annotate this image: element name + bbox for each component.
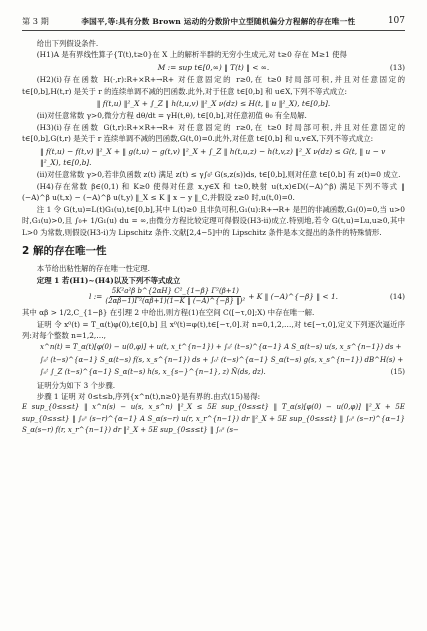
equation-15-number: (15): [390, 368, 405, 377]
theorem-1: 定理 1 若(H1)~(H4)以及下列不等式成立: [36, 275, 181, 285]
assumption-h4: (H4)存在常数 β∈(0,1) 和 K≥0 使得对任意 x,y∈X 和 t≥0,映射 u(t,x)∈D((−A)^β) 满足下列不等式 ‖ (−A)^β u(t,x) − (−A)^β u(t,y) ‖_X ≤ K ‖ x − y ‖_C,并假设 z≥0 时,u(t,0)=0.: [22, 181, 405, 203]
equation-14-left: l :=: [88, 291, 103, 301]
running-title: 李国平,等:具有分数 Brown 运动的分数阶中立型随机偏分方程解的存在唯一性: [81, 16, 356, 26]
equation-14-right: + K ‖ (−A)^{−β} ‖ < 1.: [248, 291, 338, 301]
equation-h2-body: ‖ f(t,u) ‖²_X + ∫_Z ‖ h(t,u,v) ‖²_X ν(dz) ≤ H(t, ‖ u ‖²_X), t∈[0,b].: [96, 99, 331, 109]
equation-13: [22, 62, 405, 73]
equation-15-line-1: [22, 342, 405, 353]
equation-14-number: (14): [389, 291, 405, 301]
running-header: [22, 14, 405, 28]
equation-14: [22, 287, 405, 306]
equation-14-numerator: 5K²a²β b^{2αH} C²_{1−β} Γ²(β+1): [111, 287, 239, 296]
section-intro: 本节给出粘性解的存在唯一性定理.: [36, 264, 151, 274]
issue-label: 第 3 期: [22, 15, 49, 26]
equation-15-line-1-text: x^n(t) = T_α(t)[φ(0) − u(0,φ)] + u(t, x_t^{n−1}) + ∫₀ᵗ (t−s)^{α−1} A S_α(t−s) u(s, x_s^{n−1}) ds +: [40, 343, 402, 352]
equation-h2: [22, 98, 405, 109]
equation-h3: [22, 146, 405, 169]
intro-text: 给出下列假设条件.: [36, 39, 99, 48]
equation-15-line-3-text: ∫₀ᵗ ∫_Z (t−s)^{α−1} S_α(t−s) h(s, x_{s−}^{n−1}, z) Ñ(ds, dz).: [40, 368, 266, 377]
page-number: 107: [387, 16, 405, 26]
equation-15-line-3: [22, 367, 405, 378]
step-1: 步骤 1 证明 对 0≤t≤b,序列{x^n(t),n≥0}是有界的.由式(15)易得:: [36, 391, 261, 401]
step-1-equation: E sup_{0≤s≤t} ‖ x^n(s) − u(s, x_s^n) ‖²_X ≤ 5E sup_{0≤s≤t} ‖ T_α(s)[φ(0) − u(0,φ)] ‖²_X + 5E sup_{0≤s≤t} ‖ ∫₀ˢ (s−r)^{α−1} A S_α(s−r) u(r, x_r^{n−1}) dr ‖²_X + 5E sup_{0≤s≤t} ‖ ∫₀ˢ (s−r)^{α−1} S_α(s−r) f(r, x_r^{n−1}) dr ‖²_X + 5E sup_{0≤s≤t} ‖ ∫₀ˢ (s−: [22, 403, 405, 435]
section-heading: 2 解的存在唯一性: [22, 244, 107, 257]
assumption-h1: (H1)A 是有界线性算子{T(t),t≥0}在 X 上的解析半群的无穷小生成元,对 t≥0 存在 M≥1 使得: [36, 50, 347, 60]
theorem-tail: 其中 αβ > 1/2,C_{1−β} 在引理 2 中给出,则方程(1)在空间 C([−τ,0];X) 中存在唯一解.: [22, 308, 315, 318]
assumption-h3-ii: (ii)对任意常数 γ>0,若非负函数 z(t) 满足 z(t) ≤ γ∫₀ᵗ G(s,z(s))ds, t∈[0,b],则对任意 t∈[0,b] 有 z(t)=0 成立.: [36, 170, 401, 180]
equation-15-line-2: [22, 355, 405, 366]
equation-h3-body: ‖ f(t,u) − f(t,v) ‖²_X + ‖ g(t,u) − g(t,v) ‖²_X + ∫_Z ‖ h(t,u,z) − h(t,v,z) ‖²_X ν(dz) ≤ G(t, ‖ u − v ‖²_X), t∈[0,b].: [40, 146, 386, 168]
header-rule: [22, 30, 405, 31]
proof-intro: 证明 令 x⁰(t) = T_α(t)φ(0),t∈[0,b] 且 x⁰(t)=φ(t),t∈[−τ,0].对 n=0,1,2,…,对 t∈[−τ,0],定义下列逐次逼近序列:对每个整数 n=1,2,…,: [22, 319, 405, 340]
assumption-h2-ii: (ii)对任意常数 γ>0,微分方程 dθ/dt = γH(t,θ), t∈[0,b],对任意初值 θ₀ 有全局解.: [36, 111, 307, 121]
proof-steps: 证明分为如下 3 个步骤.: [36, 380, 116, 390]
equation-15-line-2-text: ∫₀ᵗ (t−s)^{α−1} S_α(t−s) f(s, x_s^{n−1}) ds + ∫₀ᵗ (t−s)^{α−1} S_α(t−s) g(s, x_s^{n−1}) dB^H(s) +: [40, 355, 404, 364]
equation-13-number: (13): [389, 62, 405, 72]
remark-1: 注 1 令 G(t,u)=L(t)G₁(u),t∈[0,b],其中 L(t)≥0 且非负可积,G₁(u):R+→R+ 是凹的非减函数,G₁(0)=0,当 u>0 时,G₁(u)>0,且 ∫₀+ 1/G₁(u) du = ∞,由微分方程比较定理可得假设(H3-ii)成立.特别地,若令 G(t,u)=Lu,u≥0,其中 L>0 为常数,则假设(H3-i)为 Lipschitz 条件.文献[2,4−5]中的 Lipschitz 条件是本文提出的条件的特殊情形.: [22, 204, 405, 237]
assumption-h2-i: (H2)(i)存在函数 H(·,r):R+×R+→R+ 对任意固定的 r≥0,在 t≥0 时局部可积,并且对任意固定的 t∈[0,b],H(t,r) 是关于 r 的连续单调不减的凹函数.此外,对于任意 t∈[0,b] 和 u∈X,下列不等式成立:: [22, 75, 405, 96]
equation-14-fraction: [105, 287, 245, 306]
equation-14-denominator: (2αβ−1)Γ²(αβ+1)(1−K ‖ (−A)^{−β} ‖)²: [105, 297, 246, 306]
equation-13-body: M := sup t∈[0,∞) ‖ T(t) ‖ < ∞.: [157, 62, 270, 72]
paper-body: [22, 38, 405, 437]
assumption-h3-i: (H3)(i)存在函数 G(t,r):R+×R+→R+ 对任意固定的 r≥0,在 t≥0 时局部可积,并且对任意固定的 t∈[0,b],G(t,r) 是关于 r 连续单调不减的凹函数,G(t,0)=0.此外,对任意 t∈[0,b] 和 u,v∈X,下列不等式成立:: [22, 122, 405, 144]
